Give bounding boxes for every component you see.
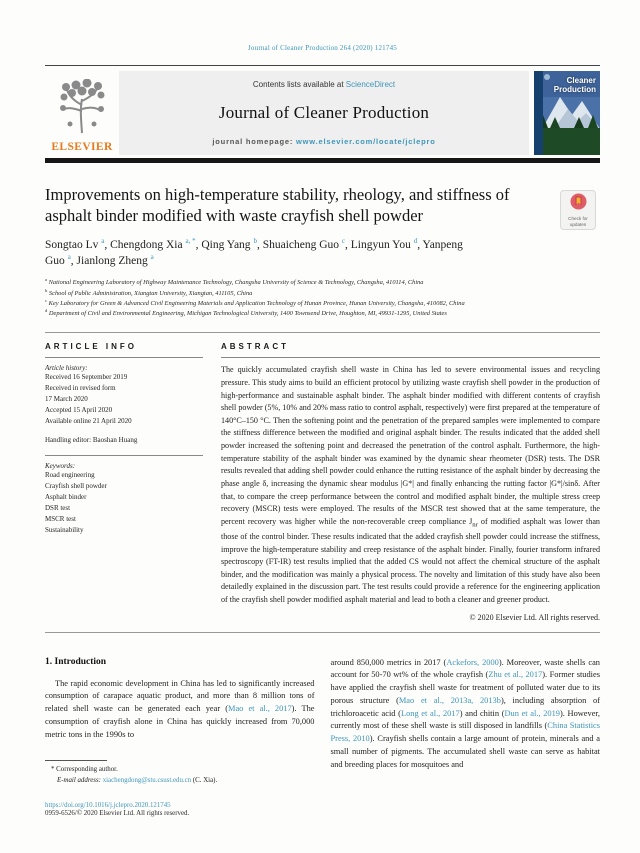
citation-link[interactable]: Mao et al., 2017 — [228, 704, 292, 714]
affiliations — [45, 278, 485, 319]
affiliation: $^b$ School of Public Administration, Xiangtan University, Xiangtan, 411105, China — [45, 287, 253, 297]
history-item: Available online 21 April 2020 — [45, 416, 132, 425]
info-abstract-block — [45, 333, 600, 621]
citation-link[interactable]: Ackefors, 2000 — [446, 657, 499, 667]
elsevier-wordmark: ELSEVIER — [51, 141, 113, 153]
check-for-updates-icon — [570, 193, 587, 215]
sciencedirect-link[interactable]: ScienceDirect — [345, 80, 396, 89]
history-item: Accepted 15 April 2020 — [45, 405, 113, 414]
citation-link[interactable]: Zhu et al., 2017 — [488, 670, 543, 680]
journal-homepage-link[interactable]: www.elsevier.com/locate/jclepro — [296, 137, 436, 146]
history-item: Received 16 September 2019 — [45, 373, 128, 382]
citation-link[interactable]: Mao et al., 2013a, 2013b — [398, 695, 501, 705]
introduction-section — [45, 657, 600, 817]
email-link[interactable]: xiachengdong@stu.csust.edu.cn — [102, 777, 192, 785]
abstract-column — [221, 342, 600, 621]
elsevier-logo — [45, 71, 119, 155]
inline-link[interactable]: a — [101, 237, 105, 246]
keyword: DSR test — [45, 503, 71, 512]
keyword: Crayfish shell powder — [45, 482, 107, 491]
history-item: Received in revised form — [45, 384, 116, 393]
journal-title: Journal of Cleaner Production — [218, 103, 430, 122]
citation-link[interactable]: China Statistics Press, 2010 — [330, 721, 600, 744]
inline-link[interactable]: a — [67, 252, 71, 261]
journal-masthead — [45, 71, 600, 155]
inline-link[interactable]: b — [253, 237, 257, 246]
corresponding-author-note: * Corresponding author. — [51, 766, 118, 774]
email-line: E-mail address: xiachengdong@stu.csust.edu.cn (C. Xia). — [57, 777, 218, 785]
article-info-column — [45, 342, 203, 621]
history-item: 17 March 2020 — [45, 394, 88, 403]
homepage-line: journal homepage: www.elsevier.com/locate/jclepro — [212, 137, 436, 146]
abstract-rule — [221, 357, 600, 358]
handling-editor: Handling editor: Baoshan Huang — [45, 436, 138, 445]
citation-link[interactable]: Dun et al., 2019 — [504, 708, 560, 718]
keywords-rule — [45, 455, 203, 456]
keyword: Road engineering — [45, 471, 95, 480]
check-badge-label: Check for updates — [568, 215, 588, 227]
contents-line: Contents lists available at ScienceDirect — [252, 80, 396, 89]
inline-link[interactable]: d — [413, 237, 418, 246]
intro-left-column — [45, 657, 315, 817]
issn-copyright: 0959-6526/© 2020 Elsevier Ltd. All rights reserved. — [45, 809, 190, 817]
intro-paragraph-left: The rapid economic development in China has led to significantly increased consumption of carapace aquatic product, and more than 8 million tons of related shell waste can be generated each year (Mao et al., 2017). The consumption of crayfish alone in China has quickly increased from 70,000 metric tons in the 1990s to — [45, 678, 315, 739]
running-head-citation: Journal of Cleaner Production 264 (2020) 121745 — [248, 44, 397, 52]
check-for-updates-badge[interactable] — [560, 190, 596, 230]
abstract-heading: ABSTRACT — [221, 342, 289, 352]
intro-paragraph-right: around 850,000 metrics in 2017 (Ackefors, 2000). Moreover, waste shells can account for 50-70 wt% of the whole crayfish (Zhu et al., 2017). Former studies have applied the crayfish shell waste for treatment of polluted water due to its porous structure (Mao et al., 2013a, 2013b), including absorption of trichloroacetic acid (Long et al., 2017) and chitin (Dun et al., 2019). However, currently most of these shell waste is still disposed in landfills (China Statistics Press, 2010). Crayfish shells contain a large amount of protein, minerals and a small number of pigments. The accumulated shell waste can serve as habitat and breeding places for mosquitoes and — [330, 657, 600, 769]
keywords-label: Keywords: — [45, 462, 76, 471]
abstract-copyright: © 2020 Elsevier Ltd. All rights reserved. — [469, 612, 600, 622]
page-footer — [45, 802, 315, 817]
inline-link[interactable]: a, * — [185, 237, 196, 246]
doi-link: https://doi.org/10.1016/j.jclepro.2020.121745 — [45, 801, 171, 809]
introduction-heading: 1. Introduction — [45, 656, 107, 667]
affiliation: $^c$ Key Laboratory for Green & Advanced Civil Engineering Materials and Application Technology of Hunan Province, Hunan University, Changsha, 410082, China — [45, 297, 465, 307]
affiliation: $^d$ Department of Civil and Environmental Engineering, Michigan Technological University, 1400 Townsend Drive, Houghton, MI, 49931-1295, United States — [45, 307, 447, 317]
keyword: MSCR test — [45, 514, 76, 523]
author-list: Songtao Lv $^a$, Chengdong Xia $^{a, *}$, Qing Yang $^b$, Shuaicheng Guo $^c$, Lingyun You $^d$, Yanpeng Guo $^a$, Jianlong Zheng $^a$ — [45, 237, 463, 267]
keyword: Sustainability — [45, 525, 84, 534]
elsevier-tree-icon — [56, 79, 108, 140]
keyword: Asphalt binder — [45, 493, 87, 501]
corresponding-author-footnote — [45, 760, 315, 786]
info-block-bottom-rule — [45, 632, 600, 633]
citation-link[interactable]: Long et al., 2017 — [400, 708, 460, 718]
masthead-center — [119, 71, 529, 155]
journal-cover-thumbnail[interactable] — [534, 71, 600, 155]
history-label: Article history: — [45, 364, 88, 373]
affiliation: $^a$ National Engineering Laboratory of Highway Maintenance Technology, Changsha University of Science & Technology, Changsha, 410114, China — [45, 277, 424, 287]
inline-link[interactable]: a — [150, 252, 154, 261]
masthead-bottom-bar — [45, 158, 600, 163]
cover-title: Cleaner Production — [553, 76, 596, 95]
footnote-rule — [45, 760, 107, 761]
header-divider — [45, 65, 600, 66]
inline-link[interactable]: c — [341, 237, 346, 246]
article-info-rule — [45, 357, 203, 358]
abstract-text: The quickly accumulated crayfish shell waste in China has led to severe environmental issues and recycling pressure. This study aims to build an efficient protocol by utilizing waste crayfish shell powder in the production of high-performance and sustainable asphalt binder. The asphalt binder modified with different contents of crayfish shell powder (5%, 10% and 20% mass ratio to control asphalt, respectively) were first prepared at the temperature of 140°C–150 °C. Then the softening point and the penetration of the prepared samples were implemented to compare the stiffness difference between the modified and original asphalt binder. The results indicated that the added shell powder increased the softening point and decreased the penetration of the control asphalt. Furthermore, the high-temperature stability of the asphalt binder was examined by the dynamic shear rheometer (DSR) tests. The DSR results revealed that adding shell powder could enhance the rutting resistance of the asphalt binder by decreasing the phase angle δ, increasing the dynamic shear modulus |G*| and finally enhancing the rutting factor |G*|/sinδ. After that, to compare the creep performance between the control and modified asphalt binder, the multiple stress creep recovery (MSCR) tests were employed. The results of the MSCR test showed that at the same temperature, the percent recovery was higher while the non-recoverable creep compliance $J_{nr}$ of modified asphalt was lower than those of the control binder. These results indicated that the added crayfish shell powder could increase the stiffness, improve the high-temperature stability and creep resistance of the asphalt binder. Finally, fourier transform infrared spectroscopy (FT-IR) test results implied that the added CS would not affect the chemical structure of the asphalt binder, and the modification was mainly a physical process. The novelty and limitation of this study have also been detailedly explained in the discussion part. The test results could provide a reference for the engineering application of the crayfish shell powder modified asphalt material and lead to both a cleaner and greener product. — [221, 365, 600, 604]
article-title: Improvements on high-temperature stability, rheology, and stiffness of asphalt binder modified with waste crayfish shell powder — [45, 185, 510, 226]
article-info-heading: ARTICLE INFO — [45, 342, 137, 352]
intro-right-column — [331, 657, 601, 817]
